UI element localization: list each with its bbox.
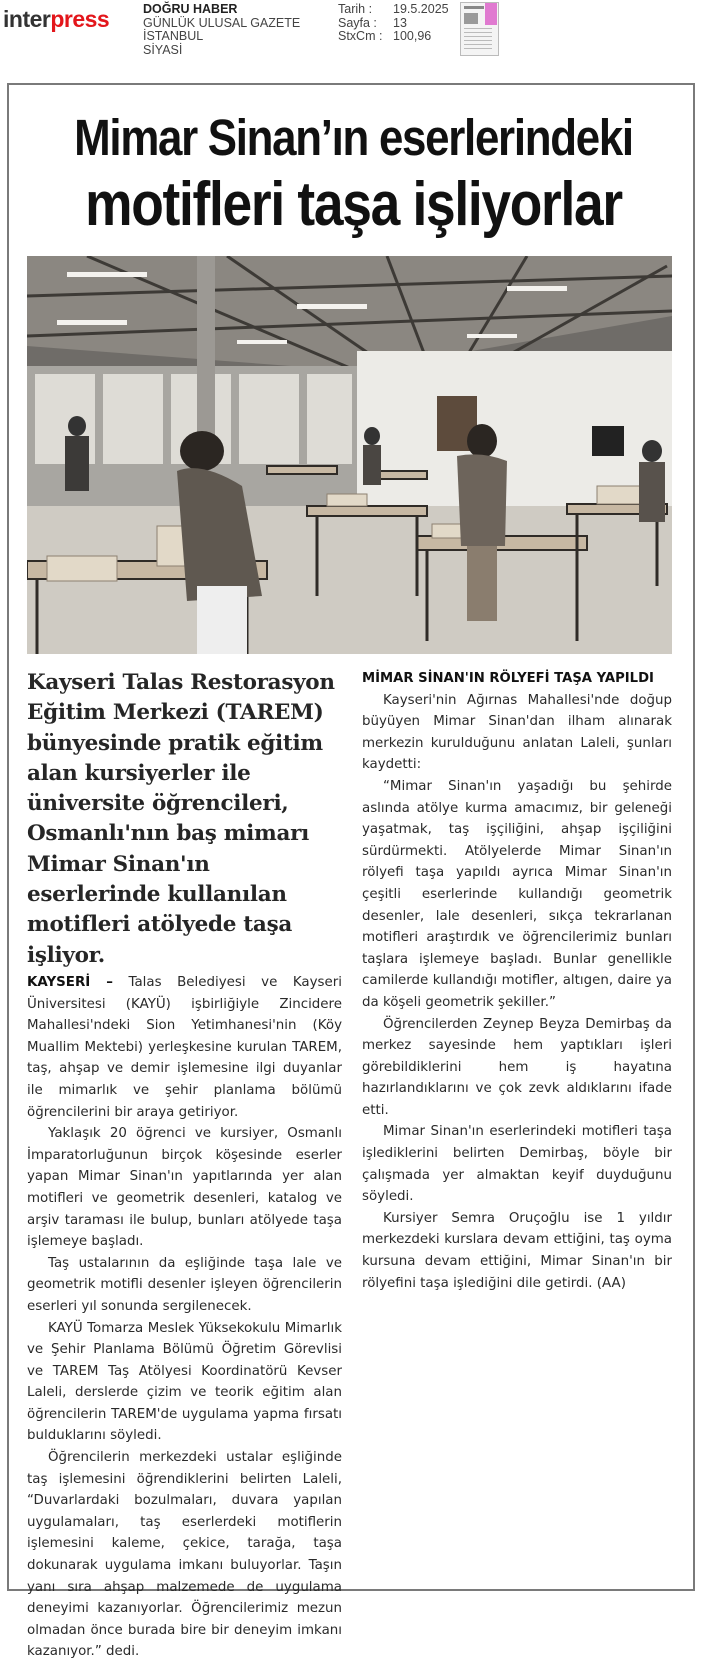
thumb-line	[464, 40, 492, 41]
article-paragraph: Kayseri'nin Ağırnas Mahallesi'nde doğup büyüyen Mimar Sinan'dan ilham alınarak merkezin kurulduğunu anlatan Laleli, şunları kaydetti:	[362, 692, 672, 773]
thumb-line	[464, 36, 492, 37]
thumb-line	[464, 28, 492, 29]
article-paragraph: Öğrencilerin merkezdeki ustalar eşliğinde taş işlemesini öğrendiklerini belirten Laleli, “Duvarlardaki bozulmaları, duvara yapılan uygulamaları, taş eserlerdeki motiflerin işlemesini kaleme, çekice, tarağa, taşa dokunarak uygulama imkanı buluyorlar. Taşın yanı sıra ahşap malzemede de uygulama deneyimi kazanıyorlar. Öğrencilerimiz mezun olmadan önce burada bire bir deneyim imkanı kazanıyor.” dedi.	[27, 1450, 342, 1660]
thumb-photo	[464, 13, 478, 24]
publication-name: DOĞRU HABER	[143, 2, 238, 16]
thumb-line	[464, 44, 492, 45]
meta-key: Tarih :	[338, 2, 373, 16]
paragraph-text: Talas Belediyesi ve Kayseri Üniversitesi (KAYÜ) işbirliğiyle Zincidere Mahallesi'ndeki Sion Yetimhanesi'nin (Köy Muallim Mektebi) yerleşkesine kurulan TAREM, taş, ahşap ve demir işlemesine ilgi duyanlar ile mimarlık ve şehir planlama bölümü öğrencilerini bir araya getiriyor.	[27, 975, 342, 1120]
stone-carving-workshop-photo	[27, 256, 672, 654]
publication-info	[143, 3, 300, 57]
article-column-1	[27, 972, 342, 1663]
publication-type: GÜNLÜK ULUSAL GAZETE	[143, 15, 301, 30]
clipping-meta	[338, 3, 449, 44]
article-paragraph: Kursiyer Semra Oruçoğlu ise 1 yıldır merkezdeki kurslara devam ettiğini, taş oyma kursuna devam ettiğini, Mimar Sinan'ın bir rölyefini taşa işlediğini dile getirdi. (AA)	[362, 1210, 672, 1291]
publication-city: İSTANBUL	[143, 29, 204, 43]
thumb-color-block	[485, 3, 497, 25]
meta-row-page	[338, 17, 449, 31]
dateline: KAYSERİ –	[27, 975, 113, 990]
meta-value: 100,96	[393, 29, 432, 43]
article-paragraph: Yaklaşık 20 öğrenci ve kursiyer, Osmanlı İmparatorluğunun birçok köşesinde eserler yapan Mimar Sinan'ın yapıtlarında yer alan motifleri ve geometrik desenleri, katalog ve arşiv taraması ile bulup, bunları atölyede taşa işlemeye başladı.	[27, 1126, 342, 1250]
interpress-logo	[3, 6, 109, 33]
meta-value: 19.5.2025	[393, 2, 449, 16]
article-paragraph: Mimar Sinan'ın eserlerindeki motifleri taşa işlediklerini belirten Demirbaş, böyle bir çalışmada yer almaktan keyif duyduğunu söyledi.	[362, 1124, 672, 1205]
page-thumbnail[interactable]	[460, 2, 499, 56]
workshop-photo	[27, 256, 672, 654]
thumb-line	[464, 48, 492, 49]
meta-key: StxCm :	[338, 29, 383, 43]
meta-key: Sayfa :	[338, 15, 377, 30]
headline-line-1: Mimar Sinan’ın eserlerindeki	[74, 109, 633, 166]
article-paragraph: KAYÜ Tomarza Meslek Yüksekokulu Mimarlık ve Şehir Planlama Bölümü Öğretim Görevlisi ve TAREM Taş Atölyesi Koordinatörü Kevser Laleli, derslerde çizim ve teorik eğitim alan öğrencilerin TAREM'de uygulama yapma fırsatı bulduklarını söyledi.	[27, 1320, 342, 1444]
article-paragraph: Taş ustalarının da eşliğinde taşa lale ve geometrik motifli desenler işleyen öğrencilerin eserleri yıl sonunda sergilenecek.	[27, 1255, 342, 1314]
article-subheading: MİMAR SİNAN'IN RÖLYEFİ TAŞA YAPILDI	[362, 671, 654, 686]
article-paragraph	[27, 972, 342, 1123]
publication-section: SİYASİ	[143, 42, 183, 57]
meta-row-stxcm	[338, 30, 449, 44]
thumb-line	[464, 32, 492, 33]
thumb-headline	[464, 6, 484, 9]
meta-value: 13	[393, 15, 407, 30]
article-paragraph: Öğrencilerden Zeynep Beyza Demirbaş da merkez sayesinde hem yaptıkları işleri görebildiklerini hem iş hayatına hazırlandıklarını ve çok zevk aldıklarını ifade etti.	[362, 1016, 672, 1118]
logo-suffix: press	[50, 6, 110, 32]
clipping-header	[0, 0, 707, 82]
article-lead: Kayseri Talas Restorasyon Eğitim Merkezi (TAREM) bünyesinde pratik eğitim alan kursiyerler ile üniversite öğrencileri, Osmanlı'nın baş mimarı Mimar Sinan'ın eserlerinde kullanılan motifleri atölyede taşa işliyor.	[27, 670, 335, 968]
logo-prefix: inter	[3, 6, 51, 32]
article-column-2	[362, 668, 672, 1294]
headline-line-2: motifleri taşa işliyorlar	[85, 170, 622, 239]
article-paragraph: “Mimar Sinan'ın yaşadığı bu şehirde aslında atölye kurma amacımız, bir geleneği yaşatmak, taş işçiliğini, ahşap işçiliğini sürdürmekti. Atölyelerde Mimar Sinan'ın rölyefi taşa yapıldı ayrıca Mimar Sinan'ın çeşitli eserlerinde kullandığı geometrik desenler, lale desenleri, sıkça tekrarlanan motifleri araştırdık ve öğrencilerimiz bunları taşlara işlemeye başladı. Bunlar genellikle camilerde kullandığı motifler, altıgen, daire ya da köşeli geometrik şekiller.”	[362, 778, 672, 1010]
meta-row-date	[338, 3, 449, 17]
